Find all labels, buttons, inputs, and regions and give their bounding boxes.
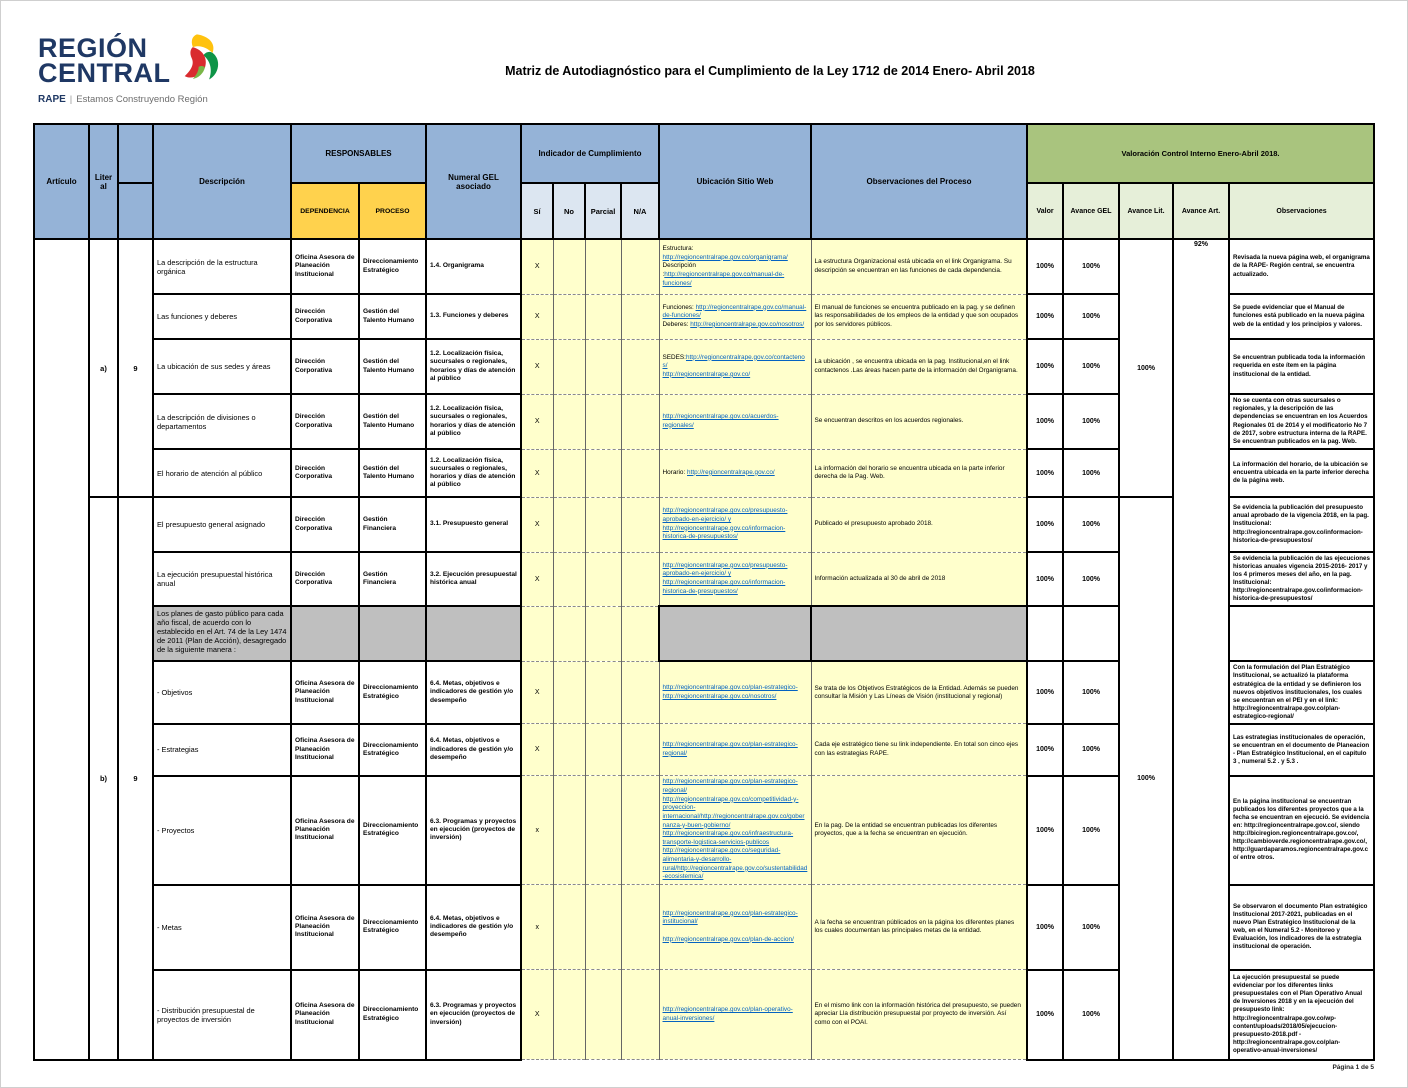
valor-cell: 100% (1027, 239, 1063, 294)
proceso-cell: Gestión del Talento Humano (359, 449, 426, 497)
sitio-web-cell (659, 239, 811, 294)
obs-ci-cell: Se puede evidenciar que el Manual de funciones está publicado en la nueva página web de la entidad y los principios y valores. (1229, 294, 1374, 339)
obs-ci-cell: La ejecución presupuestal se puede evidenciar por los diferentes links presupuestales con el Plan Operativo Anual de Inversiones 2018 y en la ejecución del presupuesto link: http://regioncentralrape.gov.co/wp-content/uploads/2018/05/ejecucion-presupuesto-2018.pdf - http://regioncentralrape.gov.co/plan-operativo-anual-inversiones/ (1229, 970, 1374, 1060)
web-link[interactable]: http://regioncentralrape.gov.co/plan-estrategico- (662, 684, 798, 692)
obs-ci-cell: Se encuentran publicada toda la información requerida en este ítem en la página institucional de la entidad. (1229, 339, 1374, 394)
descripcion-cell: El horario de atención al público (153, 449, 291, 497)
descripcion-cell: El presupuesto general asignado (153, 497, 291, 552)
indicador-no-cell (553, 776, 585, 885)
dependencia-cell: Oficina Asesora de Planeación Institucional (291, 776, 359, 885)
web-link[interactable]: http://regioncentralrape.gov.co/plan-estrategico-institucional/ (662, 909, 798, 926)
web-label: SEDES: (662, 353, 686, 361)
sitio-web-cell (659, 449, 811, 497)
col-header-observaciones: Observaciones (1229, 183, 1374, 239)
dependencia-cell: Oficina Asesora de Planeación Institucional (291, 970, 359, 1060)
numeral-gel-cell: 3.1. Presupuesto general (426, 497, 521, 552)
dependencia-cell (291, 606, 359, 661)
web-link[interactable]: http://regioncentralrape.gov.co/informacion-historica-de-presupuestos/ (662, 578, 786, 595)
valor-cell: 100% (1027, 394, 1063, 449)
obs-ci-cell: Se evidencia la publicación del presupuesto anual aprobado de la vigencia 2018, en la pag. Institucional: http://regioncentralrape.gov.co/informacion-historica-de-presupuestos/ (1229, 497, 1374, 552)
obs-ci-cell: Con la formulación del Plan Estratégico Institucional, se actualizó la plataforma estratégica de la entidad y se definieron los nuevos objetivos institucionales, los cuales se encuentran en el PEI y en el link: http://regioncentralrape.gov.co/plan-estrategico-regional/ (1229, 661, 1374, 723)
valor-cell: 100% (1027, 339, 1063, 394)
proceso-cell (359, 606, 426, 661)
indicador-parcial-cell (585, 606, 621, 661)
avance-gel-cell: 100% (1063, 970, 1119, 1060)
valor-cell: 100% (1027, 294, 1063, 339)
numeral-gel-cell: 6.4. Metas, objetivos e indicadores de gestión y/o desempeño (426, 885, 521, 970)
web-link[interactable]: http://regioncentralrape.gov.co/plan-estrategico-regional/ (662, 778, 798, 794)
indicador-parcial-cell (585, 661, 621, 723)
numeral-gel-cell: 3.2. Ejecución presupuestal histórica anual (426, 552, 521, 606)
indicador-si-cell: X (521, 339, 553, 394)
descripcion-cell: Las funciones y deberes (153, 294, 291, 339)
descripcion-cell: La descripción de la estructura orgánica (153, 239, 291, 294)
avance-gel-cell: 100% (1063, 885, 1119, 970)
indicador-si-cell: X (521, 497, 553, 552)
indicador-no-cell (553, 294, 585, 339)
indicador-na-cell (621, 552, 659, 606)
obs-proceso-cell: Se trata de los Objetivos Estratégicos de la Entidad. Además se pueden consultar la Misión y Las Líneas de Visión (institucional y regional) (811, 661, 1027, 723)
literal-cell: a) (89, 239, 118, 497)
avance-gel-cell: 100% (1063, 497, 1119, 552)
descripcion-cell: - Distribución presupuestal de proyectos de inversión (153, 970, 291, 1060)
sitio-web-cell (659, 552, 811, 606)
obs-ci-cell: No se cuenta con otras sucursales o regionales, y la descripción de las dependencias se encuentran en los Acuerdos Regionales 01 de 2014 y el modificatorio No 7 de 2017, sobre estructura interna de la RAPE. Se encuentran publicados en la pag. Web. (1229, 394, 1374, 449)
proceso-cell: Gestión Financiera (359, 552, 426, 606)
web-link[interactable]: http://regioncentralrape.gov.co/presupuesto-aprobado-en-ejercicio/ y (662, 561, 788, 578)
col-header-valor: Valor (1027, 183, 1063, 239)
web-link[interactable]: http://regioncentralrape.gov.co/nosotros/ (690, 320, 805, 328)
indicador-no-cell (553, 239, 585, 294)
avance-lit-cell: 100% (1119, 239, 1173, 497)
col-header-indicador: Indicador de Cumplimiento (521, 124, 659, 183)
avance-gel-cell: 100% (1063, 724, 1119, 776)
articulo-num-cell: 9 (118, 239, 153, 497)
table-row (34, 239, 1374, 294)
col-header-blank-top (118, 124, 153, 183)
indicador-parcial-cell (585, 339, 621, 394)
obs-proceso-cell: El manual de funciones se encuentra publicado en la pag. y se definen las responsabilidades de los empleos de la entidad y que son ocupados por los servidores públicos. (811, 294, 1027, 339)
col-header-literal: Literal (89, 124, 118, 239)
proceso-cell: Direccionamiento Estratégico (359, 724, 426, 776)
sitio-web-cell (659, 776, 811, 885)
obs-proceso-cell: Información actualizada al 30 de abril de 2018 (811, 552, 1027, 606)
avance-gel-cell: 100% (1063, 339, 1119, 394)
obs-proceso-cell: Cada eje estratégico tiene su link independiente. En total son cinco ejes con las estrategias RAPE. (811, 724, 1027, 776)
col-header-numeral-gel: Numeral GEL asociado (426, 124, 521, 239)
valor-cell: 100% (1027, 552, 1063, 606)
logo-line-2: CENTRAL (38, 57, 171, 88)
obs-ci-cell: Se evidencia la publicación de las ejecuciones historicas anuales vigencia 2015-2016- 2017 y los 4 primeros meses del año, en la pag. Institucional: http://regioncentralrape.gov.co/informacion-historica-de-presupuestos/ (1229, 552, 1374, 606)
sitio-web-cell (659, 294, 811, 339)
web-link[interactable]: http://regioncentralrape.gov.co/presupuesto-aprobado-en-ejercicio/ y (662, 507, 788, 523)
numeral-gel-cell: 1.2. Localización física, sucursales o regionales, horarios y días de atención al público (426, 394, 521, 449)
valor-cell: 100% (1027, 970, 1063, 1060)
indicador-no-cell (553, 394, 585, 449)
dependencia-cell: Oficina Asesora de Planeación Institucional (291, 239, 359, 294)
web-link[interactable]: http://regioncentralrape.gov.co/ (687, 468, 775, 476)
obs-proceso-cell: En la pag. De la entidad se encuentran publicadas los diferentes proyectos, que a la fecha se encuentran en ejecución. (811, 776, 1027, 885)
indicador-na-cell (621, 339, 659, 394)
indicador-si-cell: X (521, 661, 553, 723)
descripcion-cell: - Metas (153, 885, 291, 970)
col-header-avance-gel: Avance GEL (1063, 183, 1119, 239)
obs-proceso-cell: Se encuentran descritos en los acuerdos regionales. (811, 394, 1027, 449)
obs-ci-cell: La información del horario, de la ubicación se encuentra ubicada en la parte inferior derecha de la página web. (1229, 449, 1374, 497)
indicador-no-cell (553, 552, 585, 606)
proceso-cell: Direccionamiento Estratégico (359, 776, 426, 885)
proceso-cell: Gestión Financiera (359, 497, 426, 552)
avance-art-cell: 92% (1173, 239, 1229, 1060)
indicador-na-cell (621, 885, 659, 970)
obs-proceso-cell (811, 606, 1027, 661)
web-link[interactable]: http://regioncentralrape.gov.co/infraestructura-transporte-logistica-servicios-publicos (662, 830, 794, 846)
sitio-web-cell (659, 885, 811, 970)
web-link[interactable]: http://regioncentralrape.gov.co/ (662, 370, 751, 378)
avance-gel-cell: 100% (1063, 552, 1119, 606)
logo-line-1: REGIÓN (38, 33, 148, 63)
dependencia-cell: Dirección Corporativa (291, 449, 359, 497)
web-label: Deberes: (662, 320, 691, 328)
obs-ci-cell: Las estrategias institucionales de operación, se encuentran en el documento de Planeacion - Plan Estratégico Institucional, en el capítulo 3 , numeral 5.2 . y 5.3 . (1229, 724, 1374, 776)
web-link[interactable]: http://regioncentralrape.gov.co/organigrama/ (662, 253, 788, 261)
web-label: Descripción : (662, 262, 696, 279)
web-link[interactable]: http://regioncentralrape.gov.co/acuerdos-regionales/ (662, 412, 779, 429)
indicador-parcial-cell (585, 552, 621, 606)
sitio-web-cell (659, 394, 811, 449)
obs-ci-cell: En la página institucional se encuentran publicados los diferentes proyectos que a la fecha se encuentran en ejecució. Se evidencia en: http://regioncentralrape.gov.co/, siendo http://biciregion.regioncentralrape.gov.co/, http://cambioverde.regioncentralrape.gov.co/, http://guardaparamos.regioncentralrape.gov.co/ entre otros. (1229, 776, 1374, 885)
articulo-cell (34, 239, 89, 1060)
proceso-cell: Gestión del Talento Humano (359, 339, 426, 394)
numeral-gel-cell: 6.3. Programas y proyectos en ejecución (proyectos de inversión) (426, 970, 521, 1060)
indicador-no-cell (553, 449, 585, 497)
page-number: Página 1 de 5 (1332, 1064, 1374, 1071)
col-header-avance-art: Avance Art. (1173, 183, 1229, 239)
indicador-parcial-cell (585, 885, 621, 970)
descripcion-cell: Los planes de gasto público para cada año fiscal, de acuerdo con lo establecido en el Art. 74 de la Ley 1474 de 2011 (Plan de Acción), desagregado de la siguiente manera : (153, 606, 291, 661)
web-label: Estructura: (662, 245, 694, 253)
indicador-no-cell (553, 724, 585, 776)
indicador-si-cell: X (521, 394, 553, 449)
indicador-si-cell: x (521, 776, 553, 885)
web-link[interactable]: http://regioncentralrape.gov.co/manual-de-funciones/ (662, 271, 785, 287)
numeral-gel-cell: 1.4. Organigrama (426, 239, 521, 294)
col-header-no: No (553, 183, 585, 239)
obs-proceso-cell: La estructura Organizacional está ubicada en el link Organigrama. Su descripción se encuentran en las funciones de cada dependencia. (811, 239, 1027, 294)
dependencia-cell: Dirección Corporativa (291, 394, 359, 449)
obs-ci-cell: Se observaron el documento Plan estratégico Institucional 2017-2021, publicadas en el nuevo Plan Estratégico Institucional de la web, en el Numeral 5.2 - Monitoreo y Evaluación, los indicadores de la estrategia institucional de operación. (1229, 885, 1374, 970)
proceso-cell: Direccionamiento Estratégico (359, 661, 426, 723)
indicador-si-cell: X (521, 970, 553, 1060)
numeral-gel-cell: 6.4. Metas, objetivos e indicadores de gestión y/o desempeño (426, 724, 521, 776)
web-link[interactable]: http://regioncentralrape.gov.co/plan-estrategico-regional/ (662, 741, 798, 757)
web-link[interactable]: http://regioncentralrape.gov.co/contactenos/ (662, 353, 805, 370)
valor-cell: 100% (1027, 885, 1063, 970)
logo-wordmark (38, 33, 171, 88)
articulo-num-cell: 9 (118, 497, 153, 1060)
dependencia-cell: Dirección Corporativa (291, 552, 359, 606)
valor-cell: 100% (1027, 776, 1063, 885)
indicador-na-cell (621, 497, 659, 552)
indicador-no-cell (553, 497, 585, 552)
web-link[interactable]: http://regioncentralrape.gov.co/sustentabilidad-ecosistemica/ (662, 864, 808, 881)
indicador-na-cell (621, 606, 659, 661)
indicador-si-cell: X (521, 294, 553, 339)
dependencia-cell: Oficina Asesora de Planeación Institucional (291, 724, 359, 776)
descripcion-cell: - Objetivos (153, 661, 291, 723)
logo-slogan: Estamos Construyendo Región (76, 94, 208, 105)
indicador-parcial-cell (585, 239, 621, 294)
obs-ci-cell: Revisada la nueva página web, el organigrama de la RAPE- Región central, se encuentra actualizado. (1229, 239, 1374, 294)
indicador-no-cell (553, 970, 585, 1060)
col-header-proceso: PROCESO (359, 183, 426, 239)
valor-cell: 100% (1027, 724, 1063, 776)
indicador-na-cell (621, 294, 659, 339)
col-header-responsables: RESPONSABLES (291, 124, 426, 183)
indicador-no-cell (553, 339, 585, 394)
indicador-si-cell (521, 606, 553, 661)
numeral-gel-cell: 1.2. Localización física, sucursales o regionales, horarios y días de atención al público (426, 449, 521, 497)
descripcion-cell: La descripción de divisiones o departamentos (153, 394, 291, 449)
indicador-na-cell (621, 970, 659, 1060)
valor-cell: 100% (1027, 497, 1063, 552)
web-link[interactable]: http://regioncentralrape.gov.co/seguridad-alimentaria-y-desarrollo-rural/ (662, 847, 781, 872)
logo-separator: | (69, 94, 73, 105)
descripcion-cell: - Estrategias (153, 724, 291, 776)
sitio-web-cell (659, 661, 811, 723)
obs-ci-cell (1229, 606, 1374, 661)
proceso-cell: Direccionamiento Estratégico (359, 885, 426, 970)
obs-proceso-cell: La información del horario se encuentra ubicada en la parte inferior derecha de la Pag. Web. (811, 449, 1027, 497)
indicador-si-cell: X (521, 552, 553, 606)
logo-rape: RAPE (38, 94, 66, 105)
web-link[interactable]: http://regioncentralrape.gov.co/nosotros/ (662, 692, 777, 700)
web-label: Horario: (662, 468, 688, 476)
logo-swirl-icon (165, 32, 223, 90)
avance-gel-cell: 100% (1063, 239, 1119, 294)
numeral-gel-cell: 1.2. Localización física, sucursales o regionales, horarios y días de atención al público (426, 339, 521, 394)
proceso-cell: Gestión del Talento Humano (359, 394, 426, 449)
avance-gel-cell (1063, 606, 1119, 661)
col-header-ubicacion: Ubicación Sitio Web (659, 124, 811, 239)
logo (38, 33, 268, 105)
obs-proceso-cell: A la fecha se encuentran públicados en la página los diferentes planes los cuales documentan las principales metas de la entidad. (811, 885, 1027, 970)
avance-gel-cell: 100% (1063, 661, 1119, 723)
web-link[interactable]: http://regioncentralrape.gov.co/informacion-historica-de-presupuestos/ (662, 524, 786, 541)
col-header-dependencia: DEPENDENCIA (291, 183, 359, 239)
valor-cell: 100% (1027, 449, 1063, 497)
indicador-parcial-cell (585, 970, 621, 1060)
descripcion-cell: - Proyectos (153, 776, 291, 885)
proceso-cell: Direccionamiento Estratégico (359, 239, 426, 294)
col-header-blank-bottom (118, 183, 153, 239)
indicador-na-cell (621, 449, 659, 497)
literal-cell: b) (89, 497, 118, 1060)
web-label: Funciones: (662, 303, 696, 311)
col-header-obs-proceso: Observaciones del Proceso (811, 124, 1027, 239)
indicador-si-cell: x (521, 885, 553, 970)
matrix-table (33, 123, 1375, 1061)
web-link[interactable]: http://regioncentralrape.gov.co/plan-operativo-anual-inversiones/ (662, 1005, 793, 1022)
col-header-valoracion: Valoración Control Interno Enero-Abril 2018. (1027, 124, 1374, 183)
indicador-na-cell (621, 239, 659, 294)
indicador-no-cell (553, 661, 585, 723)
numeral-gel-cell: 6.4. Metas, objetivos e indicadores de gestión y/o desempeño (426, 661, 521, 723)
web-link[interactable]: http://regioncentralrape.gov.co/plan-de-accion/ (662, 935, 794, 943)
dependencia-cell: Dirección Corporativa (291, 339, 359, 394)
valor-cell: 100% (1027, 661, 1063, 723)
sitio-web-cell (659, 497, 811, 552)
obs-proceso-cell: En el mismo link con la información histórica del presupuesto, se pueden apreciar Lla distribución presupuestal por proyecto de inversión. Así como con el POAI. (811, 970, 1027, 1060)
col-header-avance-lit: Avance Lit. (1119, 183, 1173, 239)
indicador-na-cell (621, 724, 659, 776)
numeral-gel-cell: 6.3. Programas y proyectos en ejecución (proyectos de inversión) (426, 776, 521, 885)
obs-proceso-cell: La ubicación , se encuentra ubicada en la pag. Institucional,en el link contactenos .Las áreas hacen parte de la información del Organigrama. (811, 339, 1027, 394)
sitio-web-cell (659, 339, 811, 394)
proceso-cell: Gestión del Talento Humano (359, 294, 426, 339)
dependencia-cell: Dirección Corporativa (291, 497, 359, 552)
indicador-si-cell: X (521, 724, 553, 776)
indicador-parcial-cell (585, 294, 621, 339)
indicador-no-cell (553, 606, 585, 661)
indicador-parcial-cell (585, 497, 621, 552)
avance-gel-cell: 100% (1063, 449, 1119, 497)
sitio-web-cell (659, 970, 811, 1060)
col-header-articulo: Artículo (34, 124, 89, 239)
col-header-descripcion: Descripción (153, 124, 291, 239)
indicador-parcial-cell (585, 449, 621, 497)
col-header-na: N/A (621, 183, 659, 239)
col-header-si: Sí (521, 183, 553, 239)
web-link[interactable]: http://regioncentralrape.gov.co/competitividad-y-proyeccion-internacional/ (662, 795, 799, 820)
indicador-si-cell: X (521, 449, 553, 497)
indicador-si-cell: X (521, 239, 553, 294)
avance-gel-cell: 100% (1063, 394, 1119, 449)
indicador-parcial-cell (585, 776, 621, 885)
col-header-parcial: Parcial (585, 183, 621, 239)
indicador-parcial-cell (585, 394, 621, 449)
dependencia-cell: Dirección Corporativa (291, 294, 359, 339)
sitio-web-cell (659, 606, 811, 661)
indicador-na-cell (621, 776, 659, 885)
web-link[interactable]: http://regioncentralrape.gov.co/manual-de-funciones/ (662, 303, 807, 320)
dependencia-cell: Oficina Asesora de Planeación Institucional (291, 661, 359, 723)
page-title: Matriz de Autodiagnóstico para el Cumplimiento de la Ley 1712 de 2014 Enero- Abril 2018 (505, 64, 1035, 78)
descripcion-cell: La ejecución presupuestal histórica anual (153, 552, 291, 606)
avance-gel-cell: 100% (1063, 294, 1119, 339)
indicador-parcial-cell (585, 724, 621, 776)
logo-tagline (38, 94, 268, 105)
sitio-web-cell (659, 724, 811, 776)
avance-gel-cell: 100% (1063, 776, 1119, 885)
indicador-na-cell (621, 394, 659, 449)
indicador-na-cell (621, 661, 659, 723)
web-link[interactable]: http://regioncentralrape.gov.co/gobernanza-y-buen-gobierno/ (662, 812, 805, 829)
obs-proceso-cell: Publicado el presupuesto aprobado 2018. (811, 497, 1027, 552)
numeral-gel-cell: 1.3. Funciones y deberes (426, 294, 521, 339)
proceso-cell: Direccionamiento Estratégico (359, 970, 426, 1060)
avance-lit-cell: 100% (1119, 497, 1173, 1060)
valor-cell (1027, 606, 1063, 661)
numeral-gel-cell (426, 606, 521, 661)
descripcion-cell: La ubicación de sus sedes y áreas (153, 339, 291, 394)
indicador-no-cell (553, 885, 585, 970)
dependencia-cell: Oficina Asesora de Planeación Institucional (291, 885, 359, 970)
